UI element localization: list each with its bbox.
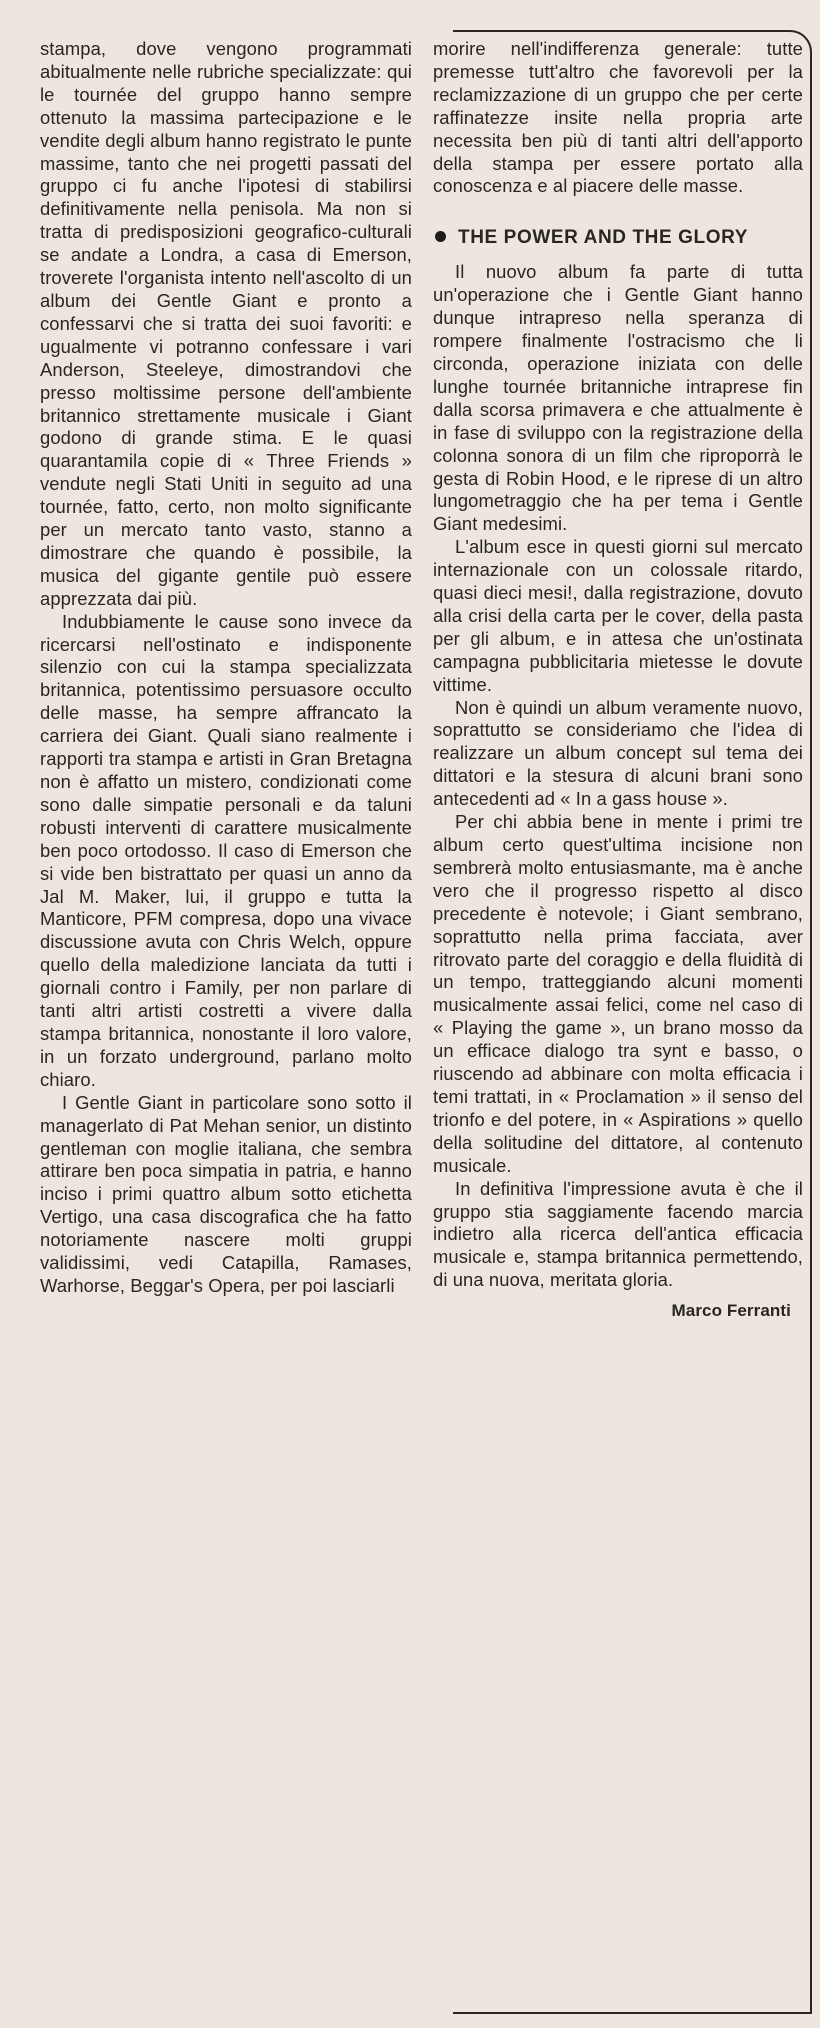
left-column bbox=[40, 38, 412, 1298]
section-heading bbox=[433, 226, 803, 249]
paragraph: L'album esce in questi giorni sul mercato internazionale con un colossale ritardo, quasi dieci mesi!, dalla registrazione, dovuto alla crisi della carta per le cover, della pasta per gli album, e in attesa che un'ostinata campagna pubblicitaria mietesse le dovute vittime. bbox=[433, 536, 803, 695]
paragraph: Per chi abbia bene in mente i primi tre album certo quest'ultima incisione non sembrerà molto entusiasmante, ma è anche vero che il progresso rispetto al disco precedente è notevole; i Giant sembrano, soprattutto nella prima facciata, aver ritrovato parte del coraggio e della fluidità di un tempo, tratteggiando alcuni momenti musicalmente assai felici, come nel caso di « Playing the game », un brano mosso da un efficace dialogo tra synt e basso, o riuscendo ad abbinare con molta efficacia i temi trattati, in « Proclamation » il senso del trionfo e del potere, in « Aspirations » quello della solitudine del dittatore, al contenuto musicale. bbox=[433, 811, 803, 1176]
paragraph: Il nuovo album fa parte di tutta un'operazione che i Gentle Giant hanno dunque intrapreso nella speranza di rompere finalmente l'ostracismo che li circonda, operazione iniziata con delle lunghe tournée britanniche intraprese fin dalla scorsa primavera e che attualmente è in fase di sviluppo con la registrazione della colonna sonora di un film che riproporrà le gesta di Robin Hood, e le riprese di un altro lungometraggio che ha per tema i Gentle Giant medesimi. bbox=[433, 261, 803, 535]
paragraph: In definitiva l'impressione avuta è che il gruppo stia saggiamente facendo marcia indietro alla ricerca dell'antica efficacia musicale e, stampa britannica permettendo, di una nuova, meritata gloria. bbox=[433, 1177, 803, 1291]
bullet-icon bbox=[435, 231, 446, 242]
right-column bbox=[433, 38, 803, 1323]
author-signature: Marco Ferranti bbox=[671, 1301, 791, 1321]
section-heading-text: THE POWER AND THE GLORY bbox=[458, 227, 749, 249]
paragraph: morire nell'indifferenza generale: tutte premesse tutt'altro che favorevoli per la reclamizzazione di un gruppo che per certe raffinatezze insite nella propria arte necessita ben più di tanti altri dell'apporto della stampa per essere portato alla conoscenza e al piacere delle masse. bbox=[433, 38, 803, 197]
paragraph: stampa, dove vengono programmati abitualmente nelle rubriche specializzate: qui le tournée del gruppo hanno sempre ottenuto la massima partecipazione e le vendite degli album hanno registrato le punte massime, tanto che nei progetti passati del gruppo ci fu anche l'ipotesi di stabilirsi definitivamente nella penisola. Ma non si tratta di predisposizioni geografico-culturali se andate a Londra, a casa di Emerson, troverete l'organista intento nell'ascolto di un album dei Gentle Giant e pronto a confessarvi che si tratta dei suoi favoriti: e ugualmente vi potranno confessare i vari Anderson, Steeleye, dimostrandovi che presso moltissime persone dell'ambiente britannico strettamente musicale i Giant godono di grande stima. E le quasi quarantamila copie di « Three Friends » vendute negli Stati Uniti in seguito ad una tournée, fatto, certo, non molto significante per un mercato tanto vasto, stanno a dimostrare che quando è possibile, la musica del gigante gentile può essere apprezzata dai più. bbox=[40, 38, 412, 609]
paragraph: I Gentle Giant in particolare sono sotto il managerlato di Pat Mehan senior, un distinto gentleman con moglie italiana, che sembra attirare ben poca simpatia in patria, e hanno inciso i primi quattro album sotto etichetta Vertigo, una casa discografica che ha fatto notoriamente nascere molti gruppi validissimi, vedi Catapilla, Ramases, Warhorse, Beggar's Opera, per poi lasciarli bbox=[40, 1091, 412, 1296]
paragraph: Non è quindi un album veramente nuovo, soprattutto se consideriamo che l'idea di realizzare un album concept sul tema dei dittatori e la stesura di alcuni brani sono antecedenti ad « In a gass house ». bbox=[433, 696, 803, 810]
paragraph: Indubbiamente le cause sono invece da ricercarsi nell'ostinato e indisponente silenzio con cui la stampa specializzata britannica, potentissimo persuasore occulto delle masse, ha sempre affrancato la carriera dei Giant. Quali siano realmente i rapporti tra stampa e artisti in Gran Bretagna non è affatto un mistero, condizionati come sono dalle simpatie personali e da taluni robusti interventi di carattere musicalmente ben poco ortodosso. Il caso di Emerson che si vide ben bistrattato per quasi un anno da Jal M. Maker, lui, il gruppo e tutta la Manticore, PFM compresa, dopo una vivace discussione avuta con Chris Welch, oppure quello della maledizione lanciata da tutti i giornali contro i Family, per non parlare di tanti altri artisti costretti a vivere dalla stampa britannica, nonostante il loro valore, in un forzato underground, parlano molto chiaro. bbox=[40, 610, 412, 1090]
